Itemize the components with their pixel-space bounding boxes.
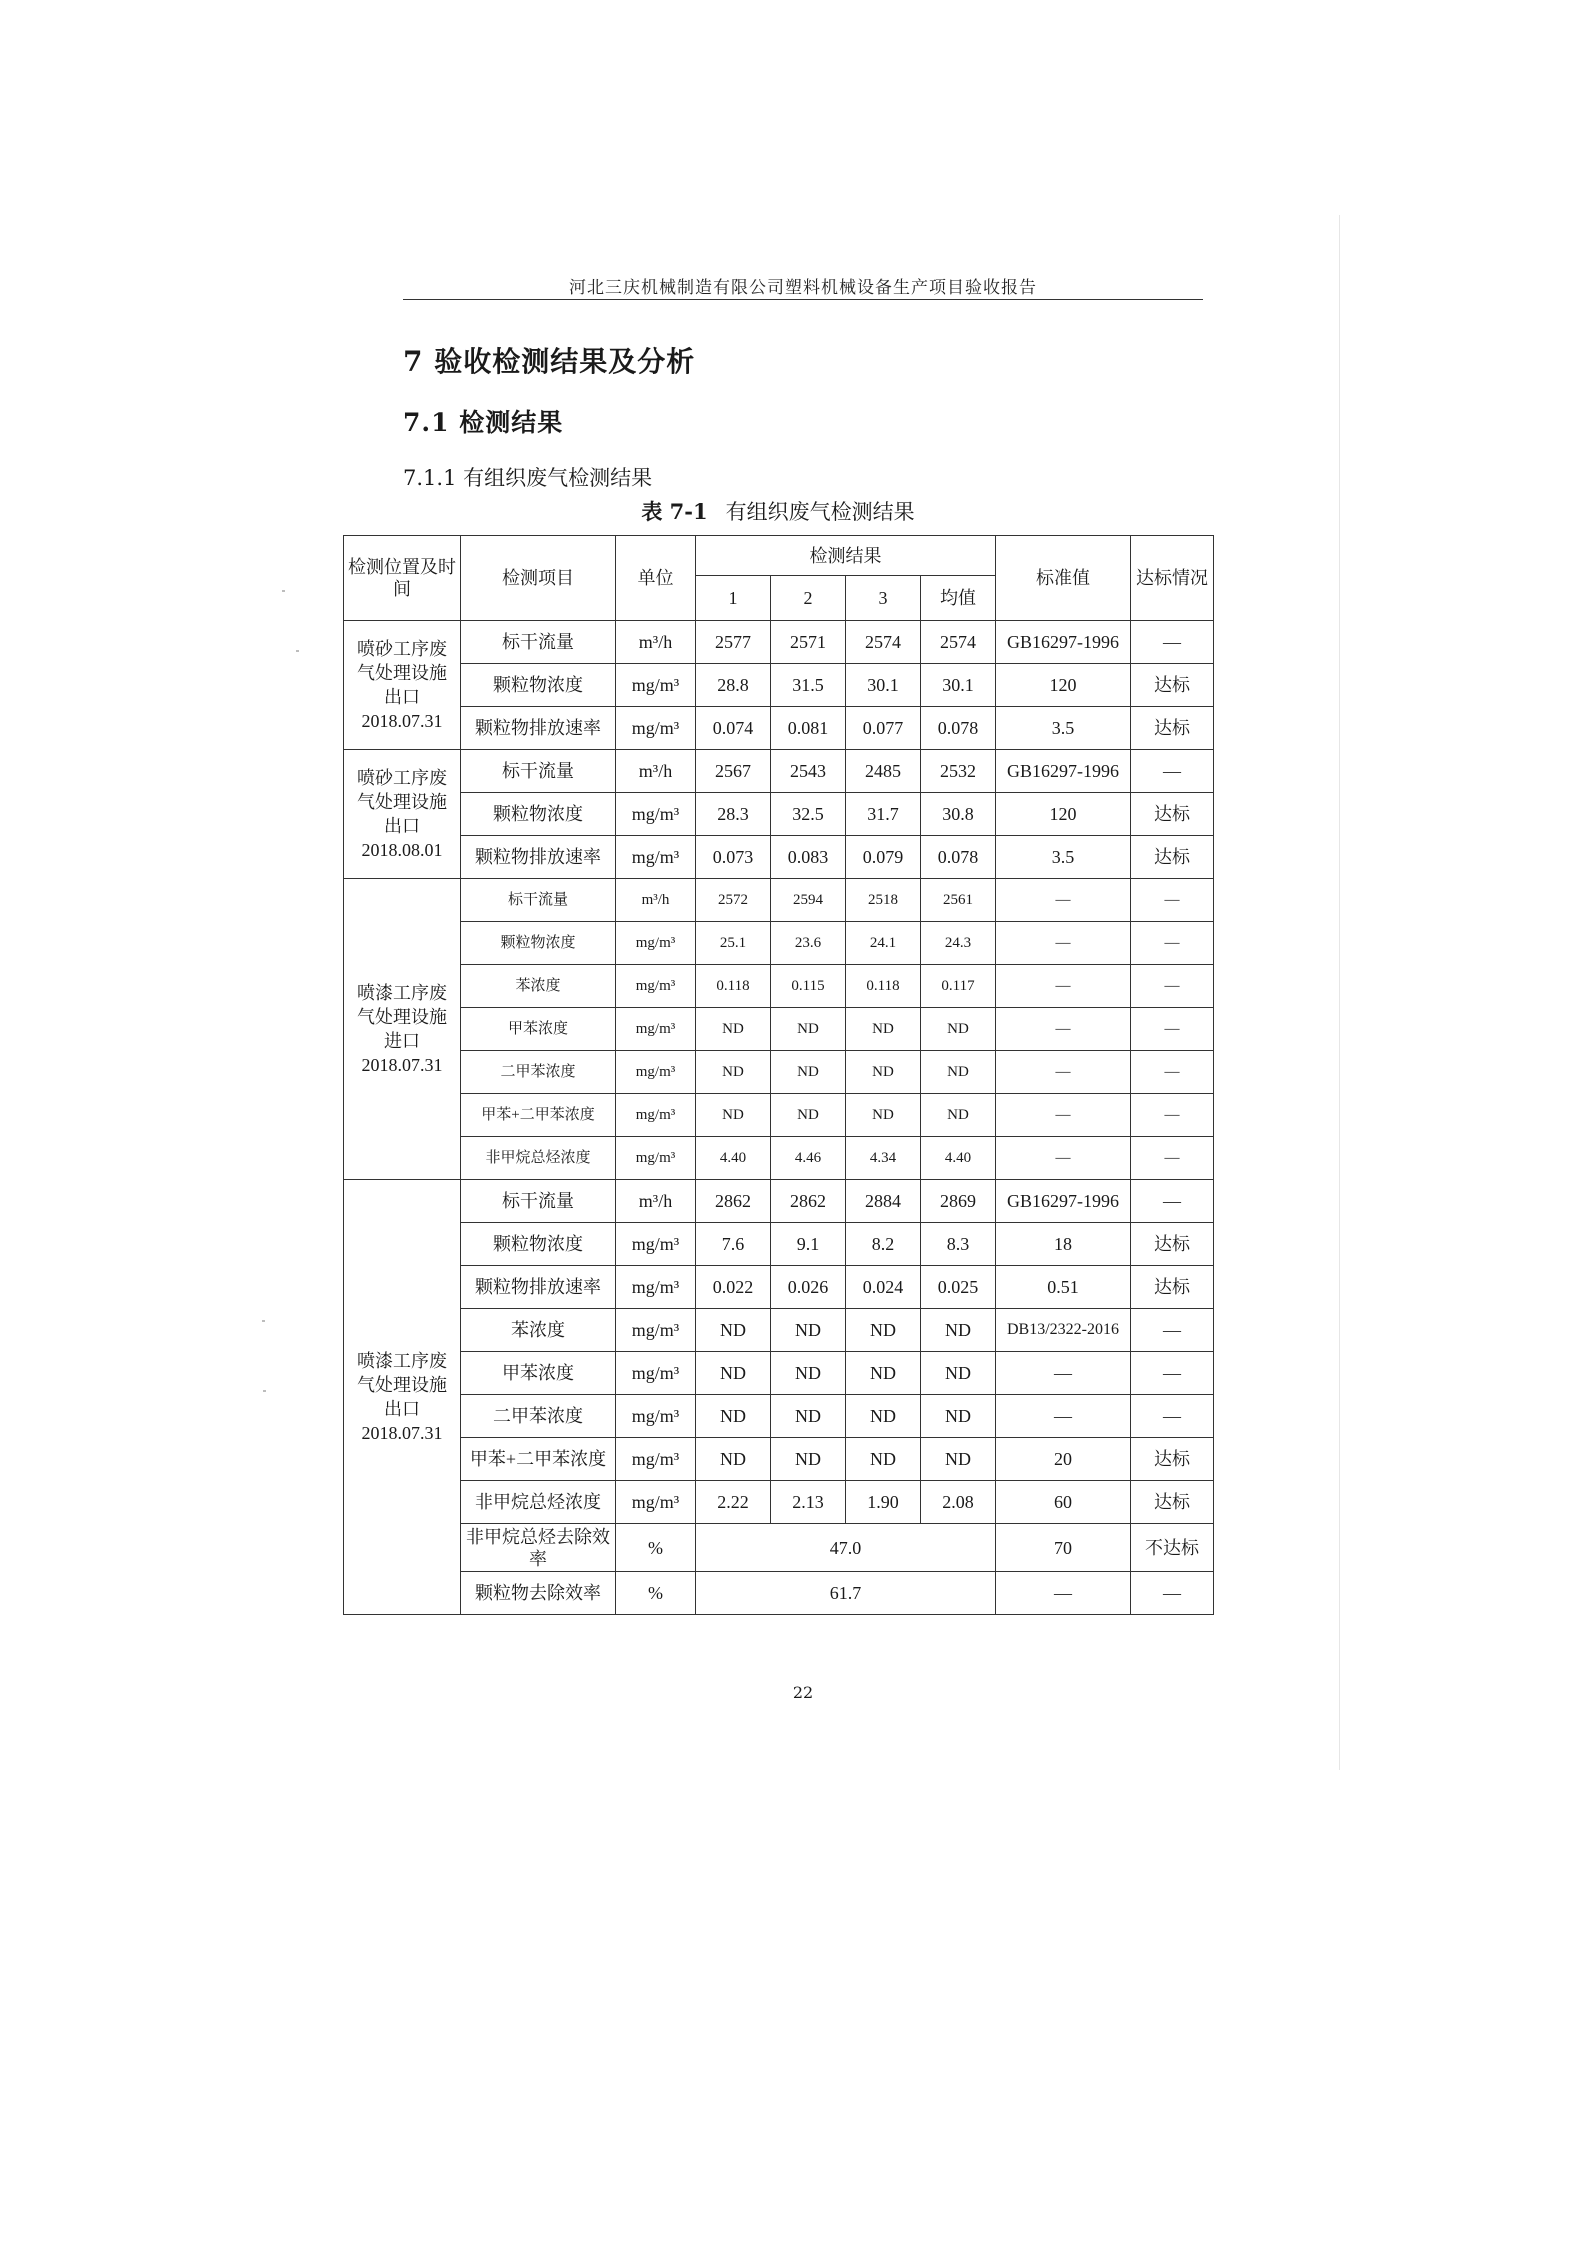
result-1-cell: ND xyxy=(696,1008,771,1051)
table-caption xyxy=(343,496,1213,526)
table-row xyxy=(344,1481,1214,1524)
header-status: 达标情况 xyxy=(1131,536,1214,621)
standard-cell: DB13/2322-2016 xyxy=(996,1309,1131,1352)
status-cell: 达标 xyxy=(1131,664,1214,707)
item-cell: 颗粒物排放速率 xyxy=(461,1266,616,1309)
merged-result-cell: 61.7 xyxy=(696,1572,996,1615)
table-row xyxy=(344,750,1214,793)
table-row xyxy=(344,965,1214,1008)
result-2-cell: 2543 xyxy=(771,750,846,793)
result-2-cell: 31.5 xyxy=(771,664,846,707)
result-3-cell: 0.079 xyxy=(846,836,921,879)
result-avg-cell: 0.117 xyxy=(921,965,996,1008)
status-cell: 达标 xyxy=(1131,1481,1214,1524)
table-row xyxy=(344,793,1214,836)
scan-speck xyxy=(262,1320,265,1322)
status-cell: 不达标 xyxy=(1131,1524,1214,1572)
result-3-cell: 4.34 xyxy=(846,1137,921,1180)
unit-cell: % xyxy=(616,1572,696,1615)
status-cell: 达标 xyxy=(1131,1266,1214,1309)
status-cell: — xyxy=(1131,1008,1214,1051)
result-3-cell: ND xyxy=(846,1352,921,1395)
result-avg-cell: 0.025 xyxy=(921,1266,996,1309)
unit-cell: mg/m³ xyxy=(616,1266,696,1309)
item-cell: 标干流量 xyxy=(461,879,616,922)
results-table-body xyxy=(344,621,1214,1615)
result-2-cell: 0.081 xyxy=(771,707,846,750)
result-2-cell: 32.5 xyxy=(771,793,846,836)
result-1-cell: 4.40 xyxy=(696,1137,771,1180)
table-row xyxy=(344,621,1214,664)
result-1-cell: ND xyxy=(696,1094,771,1137)
unit-cell: mg/m³ xyxy=(616,1481,696,1524)
result-3-cell: ND xyxy=(846,1008,921,1051)
table-row xyxy=(344,1352,1214,1395)
result-avg-cell: ND xyxy=(921,1352,996,1395)
header-result-avg: 均值 xyxy=(921,576,996,621)
standard-cell: — xyxy=(996,1137,1131,1180)
result-3-cell: 2485 xyxy=(846,750,921,793)
result-2-cell: 0.115 xyxy=(771,965,846,1008)
result-3-cell: 30.1 xyxy=(846,664,921,707)
item-cell: 颗粒物浓度 xyxy=(461,1223,616,1266)
scan-speck xyxy=(296,650,299,652)
unit-cell: mg/m³ xyxy=(616,707,696,750)
result-1-cell: 0.118 xyxy=(696,965,771,1008)
status-cell: — xyxy=(1131,879,1214,922)
result-1-cell: 25.1 xyxy=(696,922,771,965)
result-3-cell: 2574 xyxy=(846,621,921,664)
standard-cell: — xyxy=(996,1051,1131,1094)
table-caption-text: 有组织废气检测结果 xyxy=(725,500,915,524)
table-row xyxy=(344,1051,1214,1094)
table-row xyxy=(344,1266,1214,1309)
table-row xyxy=(344,1008,1214,1051)
result-1-cell: 7.6 xyxy=(696,1223,771,1266)
page-number: 22 xyxy=(792,1683,814,1702)
unit-cell: mg/m³ xyxy=(616,1438,696,1481)
result-3-cell: 0.024 xyxy=(846,1266,921,1309)
merged-result-cell: 47.0 xyxy=(696,1524,996,1572)
result-1-cell: 0.074 xyxy=(696,707,771,750)
table-row xyxy=(344,1223,1214,1266)
item-cell: 颗粒物去除效率 xyxy=(461,1572,616,1615)
location-cell: 喷漆工序废气处理设施出口2018.07.31 xyxy=(344,1180,461,1615)
location-cell: 喷砂工序废气处理设施出口2018.07.31 xyxy=(344,621,461,750)
result-1-cell: 2567 xyxy=(696,750,771,793)
header-standard: 标准值 xyxy=(996,536,1131,621)
status-cell: 达标 xyxy=(1131,707,1214,750)
status-cell: 达标 xyxy=(1131,836,1214,879)
item-cell: 甲苯+二甲苯浓度 xyxy=(461,1094,616,1137)
unit-cell: m³/h xyxy=(616,750,696,793)
result-2-cell: ND xyxy=(771,1008,846,1051)
result-1-cell: ND xyxy=(696,1352,771,1395)
result-2-cell: 2.13 xyxy=(771,1481,846,1524)
item-cell: 颗粒物排放速率 xyxy=(461,707,616,750)
result-1-cell: ND xyxy=(696,1051,771,1094)
result-2-cell: 2571 xyxy=(771,621,846,664)
status-cell: 达标 xyxy=(1131,1438,1214,1481)
item-cell: 标干流量 xyxy=(461,621,616,664)
unit-cell: mg/m³ xyxy=(616,793,696,836)
table-row xyxy=(344,1395,1214,1438)
result-1-cell: ND xyxy=(696,1438,771,1481)
status-cell: — xyxy=(1131,1094,1214,1137)
section-title: 7.1 检测结果 xyxy=(403,408,564,437)
result-2-cell: 0.026 xyxy=(771,1266,846,1309)
standard-cell: — xyxy=(996,1094,1131,1137)
result-3-cell: 0.077 xyxy=(846,707,921,750)
result-1-cell: 28.3 xyxy=(696,793,771,836)
result-2-cell: 2594 xyxy=(771,879,846,922)
header-item: 检测项目 xyxy=(461,536,616,621)
scan-edge-line xyxy=(1339,215,1340,1770)
standard-cell: 3.5 xyxy=(996,707,1131,750)
unit-cell: mg/m³ xyxy=(616,1309,696,1352)
result-3-cell: 31.7 xyxy=(846,793,921,836)
status-cell: — xyxy=(1131,621,1214,664)
result-2-cell: 4.46 xyxy=(771,1137,846,1180)
result-1-cell: ND xyxy=(696,1395,771,1438)
unit-cell: m³/h xyxy=(616,1180,696,1223)
status-cell: 达标 xyxy=(1131,793,1214,836)
status-cell: — xyxy=(1131,1309,1214,1352)
result-1-cell: 0.022 xyxy=(696,1266,771,1309)
standard-cell: 120 xyxy=(996,664,1131,707)
result-3-cell: ND xyxy=(846,1051,921,1094)
item-cell: 颗粒物浓度 xyxy=(461,922,616,965)
item-cell: 苯浓度 xyxy=(461,1309,616,1352)
table-row xyxy=(344,707,1214,750)
running-header: 河北三庆机械制造有限公司塑料机械设备生产项目验收报告 xyxy=(569,278,1037,298)
subsection-title: 7.1.1 有组织废气检测结果 xyxy=(403,466,653,490)
standard-cell: GB16297-1996 xyxy=(996,1180,1131,1223)
result-avg-cell: ND xyxy=(921,1438,996,1481)
table-row xyxy=(344,1572,1214,1615)
results-table xyxy=(343,535,1214,1615)
result-avg-cell: 2532 xyxy=(921,750,996,793)
table-row xyxy=(344,922,1214,965)
standard-cell: 20 xyxy=(996,1438,1131,1481)
result-2-cell: ND xyxy=(771,1309,846,1352)
table-caption-number: 表 7-1 xyxy=(641,499,708,524)
result-2-cell: ND xyxy=(771,1395,846,1438)
unit-cell: mg/m³ xyxy=(616,965,696,1008)
result-1-cell: 0.073 xyxy=(696,836,771,879)
status-cell: — xyxy=(1131,922,1214,965)
header-unit: 单位 xyxy=(616,536,696,621)
standard-cell: GB16297-1996 xyxy=(996,750,1131,793)
unit-cell: mg/m³ xyxy=(616,1137,696,1180)
unit-cell: m³/h xyxy=(616,621,696,664)
standard-cell: — xyxy=(996,922,1131,965)
header-result-1: 1 xyxy=(696,576,771,621)
standard-cell: — xyxy=(996,1395,1131,1438)
table-row xyxy=(344,1094,1214,1137)
status-cell: — xyxy=(1131,965,1214,1008)
result-avg-cell: 30.1 xyxy=(921,664,996,707)
result-avg-cell: ND xyxy=(921,1395,996,1438)
table-row xyxy=(344,1137,1214,1180)
table-row xyxy=(344,664,1214,707)
standard-cell: 60 xyxy=(996,1481,1131,1524)
standard-cell: 120 xyxy=(996,793,1131,836)
standard-cell: — xyxy=(996,879,1131,922)
unit-cell: mg/m³ xyxy=(616,1395,696,1438)
item-cell: 标干流量 xyxy=(461,1180,616,1223)
item-cell: 二甲苯浓度 xyxy=(461,1395,616,1438)
unit-cell: mg/m³ xyxy=(616,836,696,879)
result-avg-cell: ND xyxy=(921,1094,996,1137)
table-row xyxy=(344,879,1214,922)
status-cell: — xyxy=(1131,1137,1214,1180)
result-3-cell: ND xyxy=(846,1094,921,1137)
result-1-cell: 28.8 xyxy=(696,664,771,707)
unit-cell: mg/m³ xyxy=(616,1352,696,1395)
table-row xyxy=(344,836,1214,879)
item-cell: 非甲烷总烃浓度 xyxy=(461,1137,616,1180)
standard-cell: — xyxy=(996,1352,1131,1395)
item-cell: 非甲烷总烃去除效率 xyxy=(461,1524,616,1572)
table-row xyxy=(344,1180,1214,1223)
scan-speck xyxy=(263,1390,266,1392)
result-2-cell: ND xyxy=(771,1352,846,1395)
status-cell: — xyxy=(1131,1180,1214,1223)
result-avg-cell: 2.08 xyxy=(921,1481,996,1524)
unit-cell: mg/m³ xyxy=(616,1051,696,1094)
table-row xyxy=(344,1309,1214,1352)
header-results: 检测结果 xyxy=(696,536,996,576)
result-avg-cell: ND xyxy=(921,1051,996,1094)
unit-cell: mg/m³ xyxy=(616,664,696,707)
result-1-cell: ND xyxy=(696,1309,771,1352)
result-avg-cell: 24.3 xyxy=(921,922,996,965)
result-avg-cell: ND xyxy=(921,1008,996,1051)
result-2-cell: 2862 xyxy=(771,1180,846,1223)
result-3-cell: 8.2 xyxy=(846,1223,921,1266)
result-3-cell: 1.90 xyxy=(846,1481,921,1524)
status-cell: — xyxy=(1131,1572,1214,1615)
result-2-cell: 9.1 xyxy=(771,1223,846,1266)
result-avg-cell: 4.40 xyxy=(921,1137,996,1180)
item-cell: 二甲苯浓度 xyxy=(461,1051,616,1094)
result-3-cell: ND xyxy=(846,1395,921,1438)
standard-cell: 3.5 xyxy=(996,836,1131,879)
status-cell: — xyxy=(1131,1051,1214,1094)
status-cell: — xyxy=(1131,750,1214,793)
unit-cell: m³/h xyxy=(616,879,696,922)
item-cell: 颗粒物排放速率 xyxy=(461,836,616,879)
scan-speck xyxy=(282,590,285,592)
result-3-cell: 2518 xyxy=(846,879,921,922)
header-result-2: 2 xyxy=(771,576,846,621)
item-cell: 颗粒物浓度 xyxy=(461,793,616,836)
unit-cell: mg/m³ xyxy=(616,1094,696,1137)
result-avg-cell: 2869 xyxy=(921,1180,996,1223)
item-cell: 甲苯浓度 xyxy=(461,1352,616,1395)
item-cell: 标干流量 xyxy=(461,750,616,793)
item-cell: 非甲烷总烃浓度 xyxy=(461,1481,616,1524)
result-1-cell: 2862 xyxy=(696,1180,771,1223)
unit-cell: mg/m³ xyxy=(616,1008,696,1051)
result-2-cell: 0.083 xyxy=(771,836,846,879)
header-result-3: 3 xyxy=(846,576,921,621)
result-avg-cell: 30.8 xyxy=(921,793,996,836)
table-row xyxy=(344,1524,1214,1572)
result-3-cell: 0.118 xyxy=(846,965,921,1008)
standard-cell: GB16297-1996 xyxy=(996,621,1131,664)
result-1-cell: 2.22 xyxy=(696,1481,771,1524)
result-2-cell: 23.6 xyxy=(771,922,846,965)
result-avg-cell: 0.078 xyxy=(921,836,996,879)
standard-cell: — xyxy=(996,1008,1131,1051)
result-2-cell: ND xyxy=(771,1094,846,1137)
header-location: 检测位置及时间 xyxy=(344,536,461,621)
result-1-cell: 2577 xyxy=(696,621,771,664)
header-rule xyxy=(403,299,1203,300)
status-cell: 达标 xyxy=(1131,1223,1214,1266)
result-3-cell: 24.1 xyxy=(846,922,921,965)
standard-cell: — xyxy=(996,1572,1131,1615)
result-3-cell: ND xyxy=(846,1438,921,1481)
standard-cell: — xyxy=(996,965,1131,1008)
standard-cell: 70 xyxy=(996,1524,1131,1572)
location-cell: 喷砂工序废气处理设施出口2018.08.01 xyxy=(344,750,461,879)
result-avg-cell: 2561 xyxy=(921,879,996,922)
status-cell: — xyxy=(1131,1352,1214,1395)
item-cell: 甲苯+二甲苯浓度 xyxy=(461,1438,616,1481)
result-2-cell: ND xyxy=(771,1438,846,1481)
unit-cell: % xyxy=(616,1524,696,1572)
standard-cell: 18 xyxy=(996,1223,1131,1266)
item-cell: 颗粒物浓度 xyxy=(461,664,616,707)
result-1-cell: 2572 xyxy=(696,879,771,922)
item-cell: 苯浓度 xyxy=(461,965,616,1008)
unit-cell: mg/m³ xyxy=(616,1223,696,1266)
chapter-title: 7 验收检测结果及分析 xyxy=(403,345,696,378)
result-3-cell: ND xyxy=(846,1309,921,1352)
item-cell: 甲苯浓度 xyxy=(461,1008,616,1051)
result-avg-cell: 2574 xyxy=(921,621,996,664)
result-avg-cell: ND xyxy=(921,1309,996,1352)
result-avg-cell: 0.078 xyxy=(921,707,996,750)
unit-cell: mg/m³ xyxy=(616,922,696,965)
table-row xyxy=(344,1438,1214,1481)
status-cell: — xyxy=(1131,1395,1214,1438)
result-3-cell: 2884 xyxy=(846,1180,921,1223)
standard-cell: 0.51 xyxy=(996,1266,1131,1309)
result-2-cell: ND xyxy=(771,1051,846,1094)
result-avg-cell: 8.3 xyxy=(921,1223,996,1266)
location-cell: 喷漆工序废气处理设施进口2018.07.31 xyxy=(344,879,461,1180)
